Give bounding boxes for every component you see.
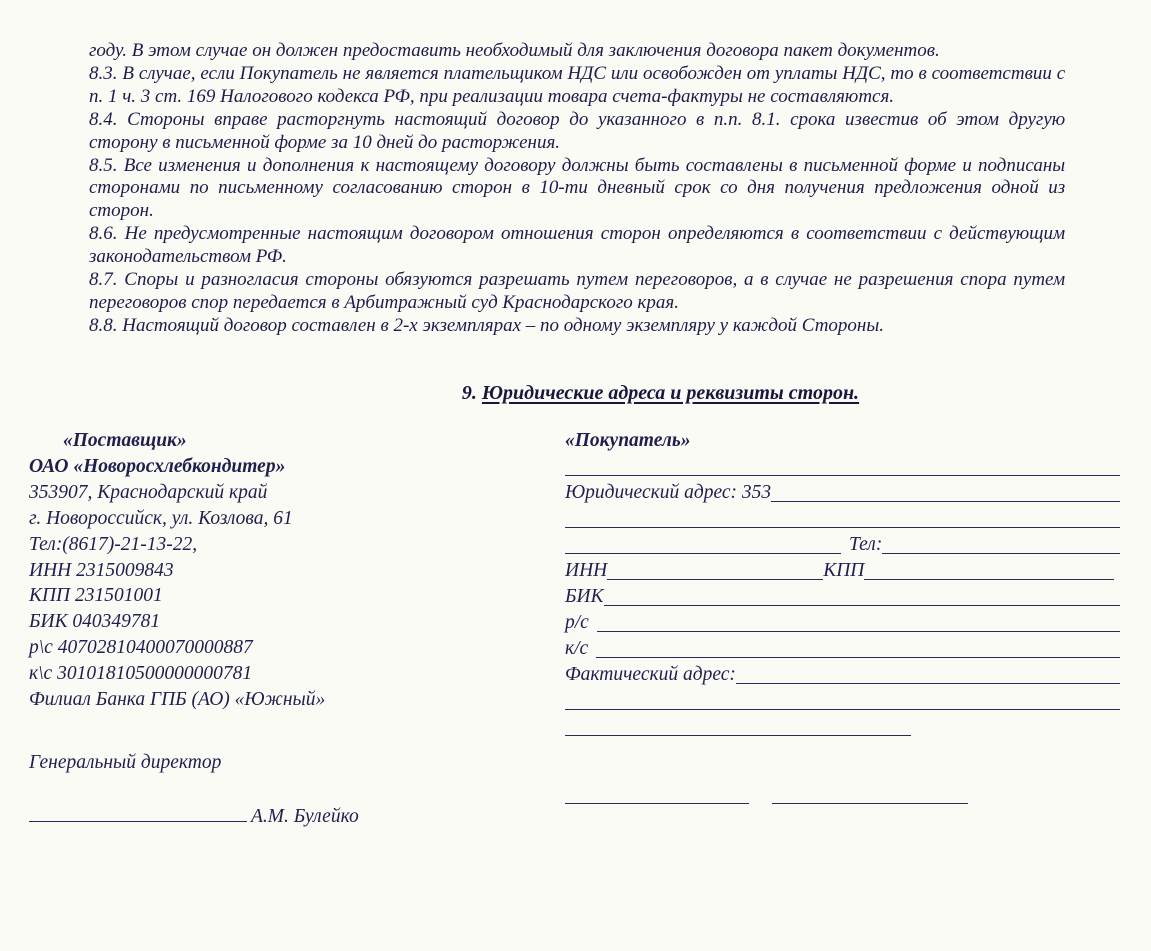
buyer-legal-address-field [565, 480, 1120, 506]
clause-8-4: 8.4. Стороны вправе расторгнуть настоящий договор до указанного в п.п. 8.1. срока известив об этом другую сторону в письменной форме за 10 дней до расторжения. [89, 108, 1066, 153]
buyer-signature-row [565, 788, 1120, 808]
supplier-kpp: КПП 231501001 [29, 585, 163, 607]
buyer-role: «Покупатель» [565, 430, 691, 451]
blank-line [771, 500, 1120, 502]
supplier-signature-row [29, 803, 429, 830]
section-9-heading [0, 381, 1151, 405]
signature-line [29, 803, 247, 822]
buyer-phone-field [565, 532, 1120, 558]
buyer-actual-address-continuation [565, 688, 1120, 714]
buyer-settlement-account-field [565, 610, 1120, 636]
blank-line [864, 578, 1114, 580]
contract-clauses [89, 40, 1065, 338]
blank-line [736, 682, 1120, 684]
buyer-correspondent-account-field [565, 636, 1120, 662]
supplier-details [29, 428, 429, 830]
clause-8-7: 8.7. Споры и разногласия стороны обязуются разрешать путем переговоров, а в случае не разрешения спора путем переговоров спор передается в Арбитражный суд Краснодарского края. [89, 269, 1066, 313]
blank-line [597, 630, 1120, 632]
supplier-signatory: А.М. Булейко [251, 805, 359, 827]
blank-line [565, 474, 1120, 476]
supplier-position: Генеральный директор [29, 751, 222, 773]
buyer-name-field [565, 454, 1120, 480]
blank-line [882, 552, 1120, 554]
blank-line [565, 708, 1120, 710]
signature-blank-line [772, 802, 968, 804]
bik-label: БИК [565, 586, 604, 607]
legal-address-label: Юридический адрес: 353 [565, 482, 772, 503]
rs-label: р/с [565, 612, 589, 633]
spacer [29, 776, 429, 803]
buyer-bik-field [565, 584, 1120, 610]
clause-8-3: 8.3. В случае, если Покупатель не является плательщиком НДС или освобожден от уплаты НДС, то в соответствии с п. 1 ч. 3 ст. 169 Налогового кодекса РФ, при реализации товара счета-фактуры не составляются. [89, 62, 1066, 107]
clause-continuation: году. В этом случае он должен предоставить необходимый для заключения договора пакет документов. [89, 40, 940, 61]
buyer-actual-address-continuation-2 [565, 714, 1120, 740]
supplier-bank: Филиал Банка ГПБ (АО) «Южный» [29, 689, 326, 711]
spacer [29, 713, 429, 750]
section-number: 9. [461, 382, 477, 404]
blank-line [565, 552, 841, 554]
blank-line [565, 734, 911, 736]
buyer-actual-address-field [565, 662, 1120, 688]
clause-8-8: 8.8. Настоящий договор составлен в 2-х экземплярах – по одному экземпляру у каждой Стороны. [89, 314, 884, 336]
kpp-label: КПП [823, 560, 865, 581]
blank-line [596, 656, 1120, 658]
actual-address-label: Фактический адрес: [565, 664, 736, 685]
supplier-phone: Тел:(8617)-21-13-22, [29, 533, 198, 555]
supplier-org-name: ОАО «Новоросхлебкондитер» [29, 455, 286, 477]
supplier-inn: ИНН 2315009843 [29, 559, 174, 581]
supplier-settlement-account: р\с 40702810400070000887 [29, 637, 253, 659]
blank-line [565, 526, 1120, 528]
spacer [565, 740, 1120, 788]
ks-label: к/с [565, 638, 589, 659]
supplier-bik: БИК 040349781 [29, 611, 161, 633]
section-title: Юридические адреса и реквизиты сторон. [481, 382, 860, 404]
inn-label: ИНН [565, 560, 608, 581]
buyer-address-continuation-field [565, 506, 1120, 532]
clause-8-5: 8.5. Все изменения и дополнения к настоящему договору должны быть составлены в письменной форме и подписаны сторонами по письменному согласованию сторон в 10-ти дневный срок со дня получения предложения одной из сторон. [89, 154, 1066, 222]
supplier-address-line2: г. Новороссийск, ул. Козлова, 61 [29, 507, 293, 529]
clause-8-6: 8.6. Не предусмотренные настоящим договором отношения сторон определяются в соответствии с действующим законодательством РФ. [89, 223, 1066, 268]
supplier-address-line1: 353907, Краснодарский край [29, 481, 268, 503]
phone-label: Тел: [849, 534, 883, 555]
supplier-correspondent-account: к\с 30101810500000000781 [29, 663, 253, 685]
blank-line [604, 604, 1120, 606]
buyer-details [565, 428, 1120, 808]
position-blank-line [565, 802, 749, 804]
blank-line [607, 578, 823, 580]
supplier-role: «Поставщик» [63, 430, 187, 451]
buyer-inn-kpp-field [565, 558, 1120, 584]
